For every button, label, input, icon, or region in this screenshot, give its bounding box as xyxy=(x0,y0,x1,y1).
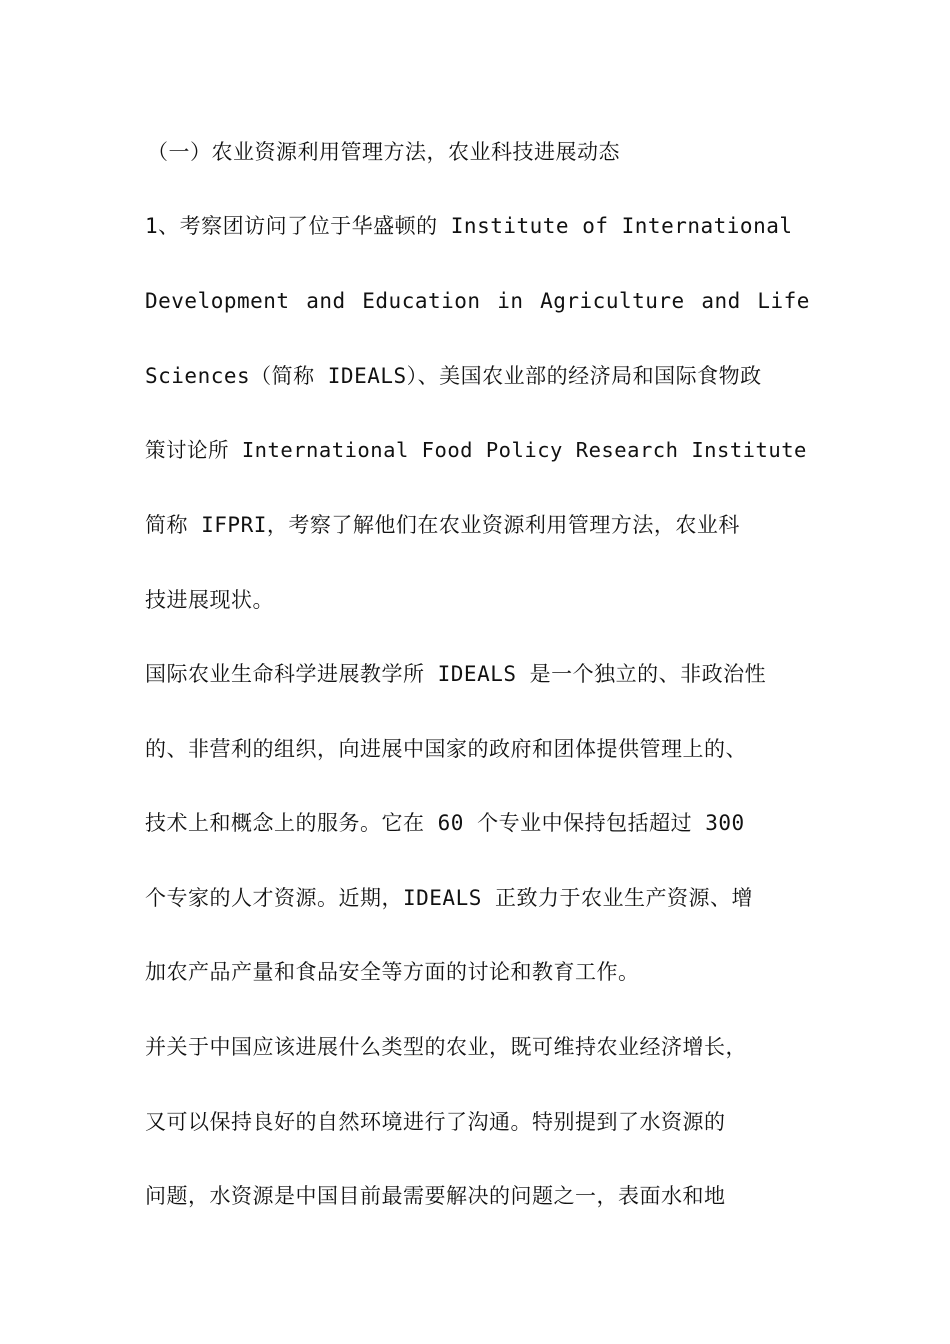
section-heading: （一）农业资源利用管理方法，农业科技进展动态 xyxy=(147,140,620,164)
paragraph-1-line-5: 简称 IFPRI，考察了解他们在农业资源利用管理方法，农业科 xyxy=(145,513,740,537)
paragraph-2-line-4: 个专家的人才资源。近期，IDEALS 正致力于农业生产资源、增 xyxy=(145,886,753,910)
paragraph-1-line-3: Sciences（简称 IDEALS）、美国农业部的经济局和国际食物政 xyxy=(145,364,762,388)
paragraph-3-line-3: 问题，水资源是中国目前最需要解决的问题之一，表面水和地 xyxy=(145,1184,726,1208)
word: and xyxy=(701,289,741,313)
paragraph-1-line-2 xyxy=(145,286,810,316)
paragraph-2-line-1: 国际农业生命科学进展教学所 IDEALS 是一个独立的、非政治性 xyxy=(145,662,767,686)
paragraph-3-line-2: 又可以保持良好的自然环境进行了沟通。特别提到了水资源的 xyxy=(145,1110,726,1134)
word: in xyxy=(497,289,524,313)
paragraph-3-line-1: 并关于中国应该进展什么类型的农业，既可维持农业经济增长， xyxy=(145,1035,747,1059)
paragraph-1-line-1: 1、考察团访问了位于华盛顿的 Institute of International xyxy=(145,214,793,238)
paragraph-2-line-5: 加农产品产量和食品安全等方面的讨论和教育工作。 xyxy=(145,960,640,984)
paragraph-2-line-2: 的、非营利的组织，向进展中国家的政府和团体提供管理上的、 xyxy=(145,737,747,761)
paragraph-1-line-4: 策讨论所 International Food Policy Research Institute xyxy=(145,438,807,462)
word: and xyxy=(306,289,346,313)
word: Education xyxy=(362,289,481,313)
paragraph-1-line-6: 技进展现状。 xyxy=(145,588,274,612)
word: Development xyxy=(145,289,290,313)
word: Agriculture xyxy=(540,289,685,313)
paragraph-2-line-3: 技术上和概念上的服务。它在 60 个专业中保持包括超过 300 xyxy=(145,811,745,835)
word: Life xyxy=(757,289,810,313)
